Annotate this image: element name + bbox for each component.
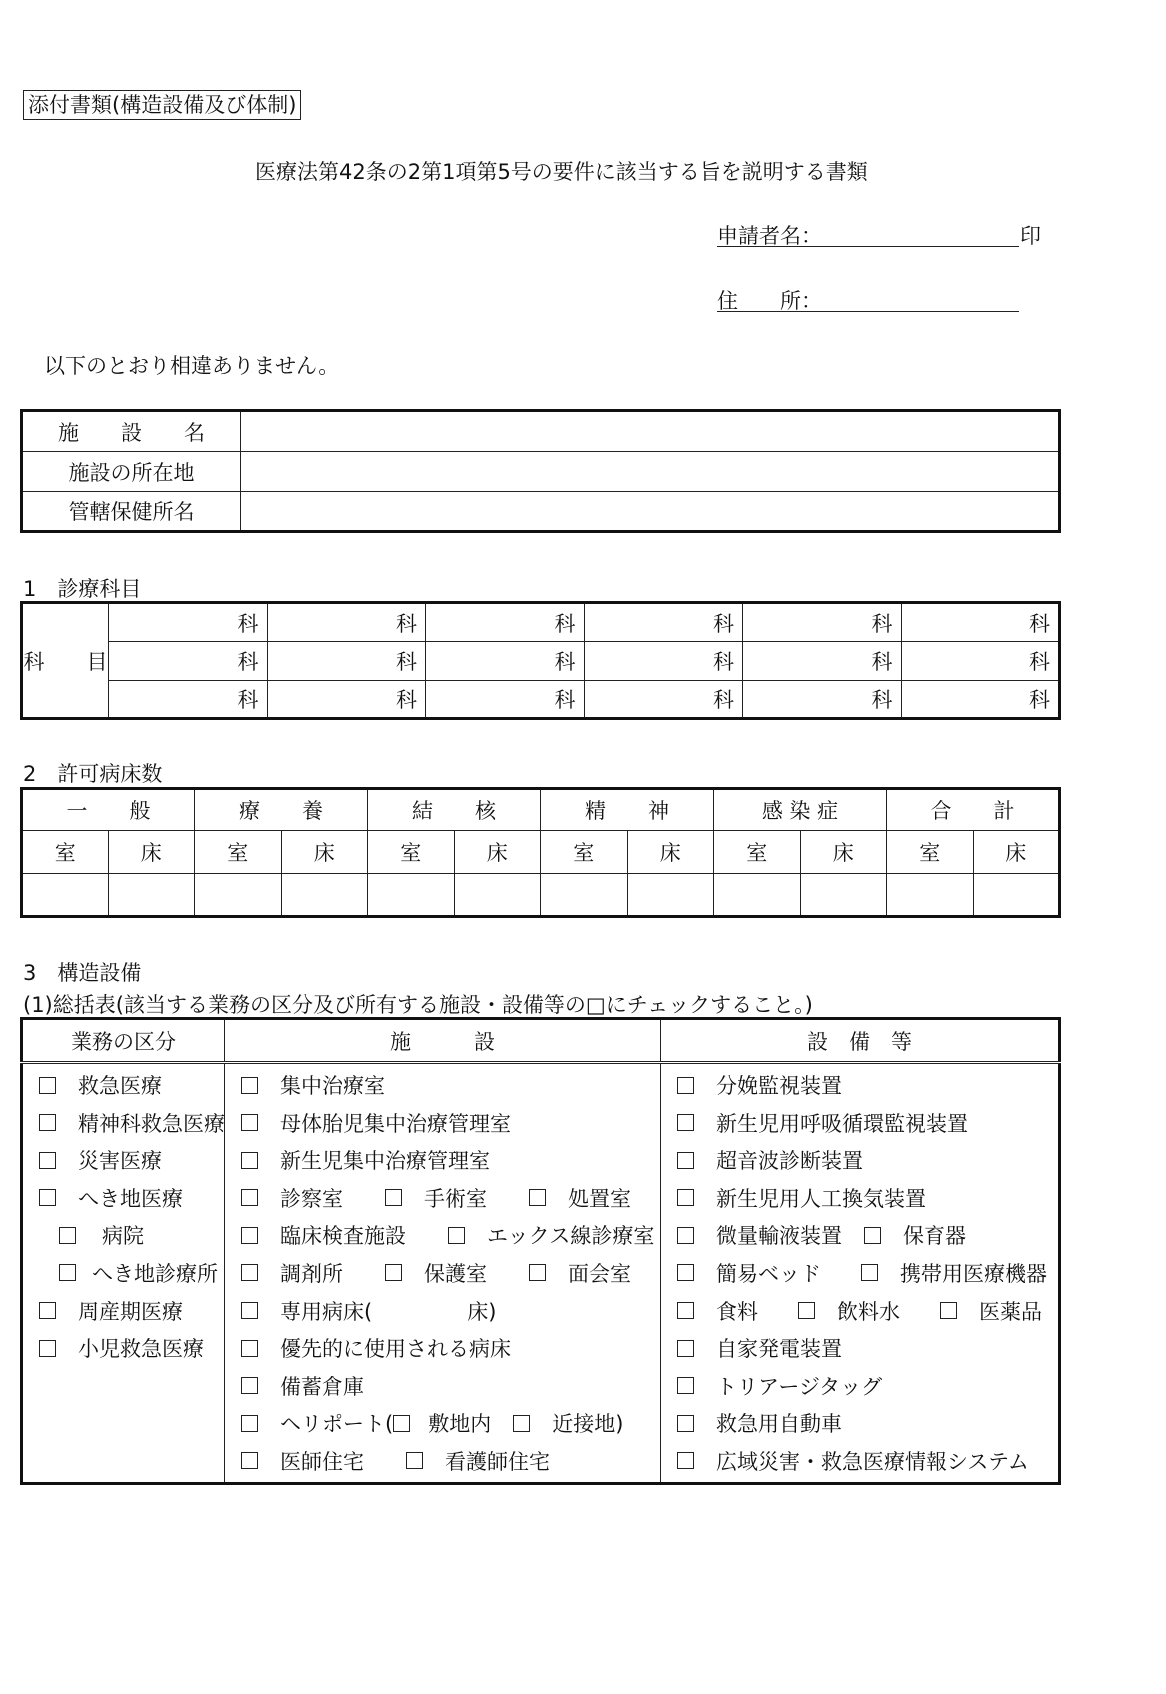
health-center-label: 管轄保健所名	[22, 492, 241, 532]
checkbox[interactable]	[39, 1302, 56, 1319]
business-item: 災害医療	[23, 1143, 224, 1181]
room-label: 室	[195, 831, 282, 874]
checkbox[interactable]	[529, 1264, 546, 1281]
facility-location-label: 施設の所在地	[22, 452, 241, 492]
checkbox[interactable]	[241, 1227, 258, 1244]
dept-cell[interactable]: 科	[109, 603, 268, 642]
facility-item: 母体胎児集中治療管理室	[225, 1106, 660, 1144]
checkbox[interactable]	[241, 1189, 258, 1206]
bed-count-cell[interactable]	[973, 874, 1060, 917]
checkbox[interactable]	[677, 1264, 694, 1281]
business-item: へき地医療	[23, 1181, 224, 1219]
equipment-item: 食料 飲料水 医薬品	[661, 1294, 1058, 1332]
room-label: 室	[368, 831, 455, 874]
checkbox[interactable]	[393, 1415, 410, 1432]
col-header-equipment: 設 備 等	[661, 1019, 1060, 1063]
dept-cell[interactable]: 科	[109, 642, 268, 681]
document-title: 医療法第42条の2第1項第5号の要件に該当する旨を説明する書類	[255, 160, 868, 184]
checkbox[interactable]	[39, 1340, 56, 1357]
checkbox[interactable]	[406, 1452, 423, 1469]
checkbox[interactable]	[677, 1152, 694, 1169]
checkbox[interactable]	[861, 1264, 878, 1281]
checkbox[interactable]	[241, 1264, 258, 1281]
facility-item: 新生児集中治療管理室	[225, 1143, 660, 1181]
checkbox[interactable]	[241, 1152, 258, 1169]
equipment-column	[661, 1063, 1060, 1484]
business-item: 精神科救急医療	[23, 1106, 224, 1144]
bed-count-cell[interactable]	[108, 874, 195, 917]
equipment-item: 自家発電装置	[661, 1331, 1058, 1369]
bed-label: 床	[973, 831, 1060, 874]
checkbox[interactable]	[513, 1415, 530, 1432]
checkbox[interactable]	[241, 1415, 258, 1432]
beds-header-general: 一 般	[22, 789, 195, 831]
facility-location-value[interactable]	[241, 452, 1060, 492]
room-label: 室	[22, 831, 109, 874]
applicant-label: 申請者名：	[717, 224, 822, 248]
checkbox[interactable]	[385, 1189, 402, 1206]
equipment-item: 超音波診断装置	[661, 1143, 1058, 1181]
equipment-item: 簡易ベッド 携帯用医療機器	[661, 1256, 1058, 1294]
checkbox[interactable]	[59, 1227, 76, 1244]
checkbox[interactable]	[241, 1114, 258, 1131]
equipment-item: トリアージタッグ	[661, 1369, 1058, 1407]
applicant-field[interactable]	[717, 220, 1019, 247]
dept-cell[interactable]: 科	[267, 681, 426, 719]
bed-count-cell[interactable]	[454, 874, 541, 917]
facility-item: 医師住宅 看護師住宅	[225, 1444, 660, 1482]
bed-label: 床	[281, 831, 368, 874]
dept-cell[interactable]: 科	[426, 642, 585, 681]
business-item: 小児救急医療	[23, 1331, 224, 1369]
dept-cell[interactable]: 科	[743, 681, 902, 719]
dept-cell[interactable]: 科	[584, 603, 743, 642]
room-label: 室	[887, 831, 974, 874]
dept-cell[interactable]: 科	[584, 642, 743, 681]
bed-count-cell[interactable]	[281, 874, 368, 917]
checkbox[interactable]	[39, 1189, 56, 1206]
business-item: 病院	[23, 1218, 224, 1256]
dept-cell[interactable]: 科	[743, 642, 902, 681]
equipment-item: 微量輸液装置 保育器	[661, 1218, 1058, 1256]
bed-count-cell[interactable]	[368, 874, 455, 917]
beds-header-tb: 結 核	[368, 789, 541, 831]
checkbox[interactable]	[677, 1377, 694, 1394]
facility-item: 専用病床( 床)	[225, 1294, 660, 1332]
business-item: へき地診療所	[23, 1256, 224, 1294]
dept-cell[interactable]: 科	[426, 603, 585, 642]
checkbox[interactable]	[677, 1415, 694, 1432]
checkbox[interactable]	[677, 1227, 694, 1244]
dept-cell[interactable]: 科	[426, 681, 585, 719]
summary-table	[20, 1017, 1061, 1485]
bed-count-cell[interactable]	[800, 874, 887, 917]
checkbox[interactable]	[677, 1114, 694, 1131]
equipment-item: 救急用自動車	[661, 1406, 1058, 1444]
departments-table	[20, 601, 1061, 720]
beds-header-infect: 感 染 症	[714, 789, 887, 831]
checkbox[interactable]	[241, 1077, 258, 1094]
dept-cell[interactable]: 科	[267, 603, 426, 642]
equipment-item: 分娩監視装置	[661, 1068, 1058, 1106]
bed-count-cell[interactable]	[714, 874, 801, 917]
room-label: 室	[541, 831, 628, 874]
business-column	[22, 1063, 225, 1484]
dept-cell[interactable]: 科	[901, 603, 1060, 642]
facility-item: 診察室 手術室 処置室	[225, 1181, 660, 1219]
business-item: 救急医療	[23, 1068, 224, 1106]
equipment-item: 新生児用呼吸循環監視装置	[661, 1106, 1058, 1144]
room-label: 室	[714, 831, 801, 874]
bed-count-cell[interactable]	[195, 874, 282, 917]
checkbox[interactable]	[529, 1189, 546, 1206]
facility-item: 集中治療室	[225, 1068, 660, 1106]
dept-cell[interactable]: 科	[743, 603, 902, 642]
section1-heading: 1 診療科目	[23, 577, 142, 601]
checkbox[interactable]	[39, 1114, 56, 1131]
facility-name-value[interactable]	[241, 411, 1060, 452]
bed-label: 床	[108, 831, 195, 874]
col-header-business: 業務の区分	[22, 1019, 225, 1063]
bed-count-cell[interactable]	[627, 874, 714, 917]
bed-label: 床	[454, 831, 541, 874]
checkbox[interactable]	[241, 1452, 258, 1469]
checkbox[interactable]	[241, 1340, 258, 1357]
bed-count-cell[interactable]	[541, 874, 628, 917]
facility-info-table	[20, 409, 1061, 533]
checkbox[interactable]	[39, 1152, 56, 1169]
business-item: 周産期医療	[23, 1294, 224, 1332]
checkbox[interactable]	[677, 1302, 694, 1319]
equipment-item: 新生児用人工換気装置	[661, 1181, 1058, 1219]
declaration-text: 以下のとおり相違ありません。	[44, 354, 340, 378]
facilities-column	[225, 1063, 661, 1484]
facility-item: ヘリポート( 敷地内 近接地)	[225, 1406, 660, 1444]
facility-name-label: 施 設 名	[22, 411, 241, 452]
checkbox[interactable]	[448, 1227, 465, 1244]
section2-heading: 2 許可病床数	[23, 762, 163, 786]
beds-table	[20, 787, 1061, 918]
bed-label: 床	[800, 831, 887, 874]
dept-cell[interactable]: 科	[901, 642, 1060, 681]
facility-item: 備蓄倉庫	[225, 1369, 660, 1407]
beds-header-psych: 精 神	[541, 789, 714, 831]
checkbox[interactable]	[677, 1340, 694, 1357]
dept-cell[interactable]: 科	[109, 681, 268, 719]
checkbox[interactable]	[241, 1377, 258, 1394]
departments-label: 科 目	[22, 603, 109, 719]
checkbox[interactable]	[677, 1452, 694, 1469]
checkbox[interactable]	[677, 1189, 694, 1206]
dept-cell[interactable]: 科	[901, 681, 1060, 719]
address-label: 住 所：	[717, 289, 822, 313]
beds-header-care: 療 養	[195, 789, 368, 831]
attachment-label: 添付書類(構造設備及び体制)	[23, 90, 301, 120]
dept-cell[interactable]: 科	[584, 681, 743, 719]
checkbox[interactable]	[39, 1077, 56, 1094]
checkbox[interactable]	[677, 1077, 694, 1094]
col-header-facilities: 施 設	[225, 1019, 661, 1063]
checkbox[interactable]	[385, 1264, 402, 1281]
beds-header-total: 合 計	[887, 789, 1060, 831]
section3-subheading: (1)総括表(該当する業務の区分及び所有する施設・設備等の□にチェックすること。)	[23, 993, 813, 1017]
facility-item: 優先的に使用される病床	[225, 1331, 660, 1369]
facility-item: 調剤所 保護室 面会室	[225, 1256, 660, 1294]
bed-label: 床	[627, 831, 714, 874]
facility-item: 臨床検査施設 エックス線診療室	[225, 1218, 660, 1256]
address-field[interactable]	[717, 285, 1019, 312]
checkbox[interactable]	[940, 1302, 957, 1319]
checkbox[interactable]	[864, 1227, 881, 1244]
bed-count-cell[interactable]	[887, 874, 974, 917]
equipment-item: 広域災害・救急医療情報システム	[661, 1444, 1058, 1482]
section3-heading: 3 構造設備	[23, 961, 142, 985]
checkbox[interactable]	[59, 1264, 76, 1281]
checkbox[interactable]	[241, 1302, 258, 1319]
seal-mark: 印	[1020, 224, 1041, 248]
bed-count-cell[interactable]	[22, 874, 109, 917]
checkbox[interactable]	[798, 1302, 815, 1319]
health-center-value[interactable]	[241, 492, 1060, 532]
dept-cell[interactable]: 科	[267, 642, 426, 681]
